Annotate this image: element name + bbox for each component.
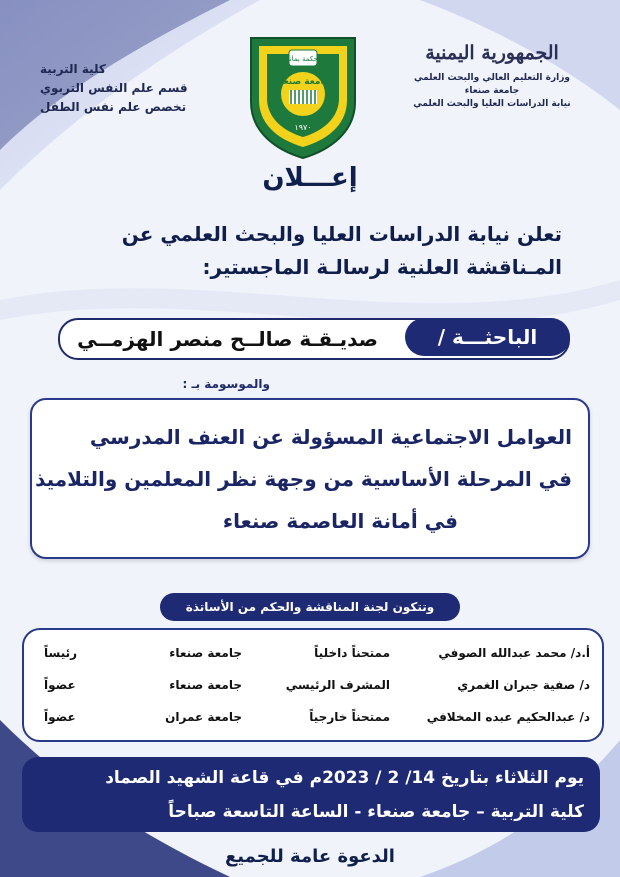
- member-university: جامعة عمران: [165, 710, 242, 724]
- researcher-label: الباحثـــة /: [405, 318, 570, 356]
- schedule-date-line: يوم الثلاثاء بتاريخ 14/ 2 / 2023م في قاعة الشهيد الصماد: [105, 768, 584, 788]
- committee-row: [24, 670, 602, 700]
- member-role: المشرف الرئيسي: [285, 678, 390, 692]
- ministry-name: وزارة التعليم العالي والبحث العلمي: [413, 73, 571, 83]
- logo-badge-text: الحكمة يمانية: [283, 55, 323, 63]
- thesis-title-box: [30, 398, 590, 559]
- committee-row: [24, 638, 602, 668]
- university-name: جامعة صنعاء: [464, 86, 520, 96]
- committee-row: [24, 702, 602, 732]
- member-university: جامعة صنعاء: [169, 678, 242, 692]
- thesis-line-2: في المرحلة الأساسية من وجهة نظر المعلمين والتلاميذ: [35, 467, 572, 491]
- logo-year-text: ١٩٧٠: [294, 123, 312, 132]
- committee-box: [22, 628, 604, 742]
- faculty-block: [40, 60, 200, 117]
- thesis-line-3: في أمانة العاصمة صنعاء: [222, 509, 458, 533]
- public-invitation: الدعوة عامة للجميع: [225, 846, 395, 867]
- member-title: رئيساً: [44, 646, 78, 660]
- republic-name: الجمهورية اليمنية: [425, 42, 559, 64]
- member-role: ممتحناً خارجياً: [309, 710, 390, 724]
- member-title: عضواً: [44, 678, 76, 692]
- member-name: أ.د/ محمد عبدالله الصوفي: [438, 646, 590, 660]
- ministry-block: [392, 42, 592, 111]
- member-title: عضواً: [44, 710, 76, 724]
- thesis-titled-label: والموسومة بـ :: [182, 377, 270, 391]
- member-name: د/ صفية جبران الغمري: [457, 678, 590, 692]
- researcher-name: صديـقـة صالــح منصر الهزمــي: [77, 327, 378, 351]
- announcement-intro: [42, 218, 562, 284]
- member-university: جامعة صنعاء: [169, 646, 242, 660]
- thesis-line-1: العوامل الاجتماعية المسؤولة عن العنف المدرسي: [89, 425, 572, 449]
- schedule-place-line: كلية التربية – جامعة صنعاء - الساعة التاسعة صباحاً: [168, 802, 584, 822]
- college-name: كلية التربية: [40, 62, 106, 76]
- member-role: ممتحناً داخلياً: [314, 646, 390, 660]
- specialization-name: تخصص علم نفس الطفل: [40, 100, 187, 114]
- intro-line-1: تعلن نيابة الدراسات العليا والبحث العلمي عن: [121, 222, 562, 246]
- intro-line-2: المـناقشة العلنية لرسالـة الماجستير:: [202, 255, 562, 279]
- committee-heading: وتتكون لجنة المناقشة والحكم من الأساتذة: [160, 593, 460, 621]
- department-name: قسم علم النفس التربوي: [40, 81, 188, 95]
- member-name: د/ عبدالحكيم عبده المخلافي: [426, 710, 590, 724]
- schedule-box: [22, 757, 600, 832]
- sanaa-university-logo: [245, 32, 361, 160]
- researcher-box: [58, 318, 570, 360]
- deanship-name: نيابة الدراسات العليا والبحث العلمي: [413, 99, 571, 109]
- logo-university-text: جامعة صنعاء: [275, 77, 331, 87]
- announcement-title: إعـــلان: [262, 163, 358, 193]
